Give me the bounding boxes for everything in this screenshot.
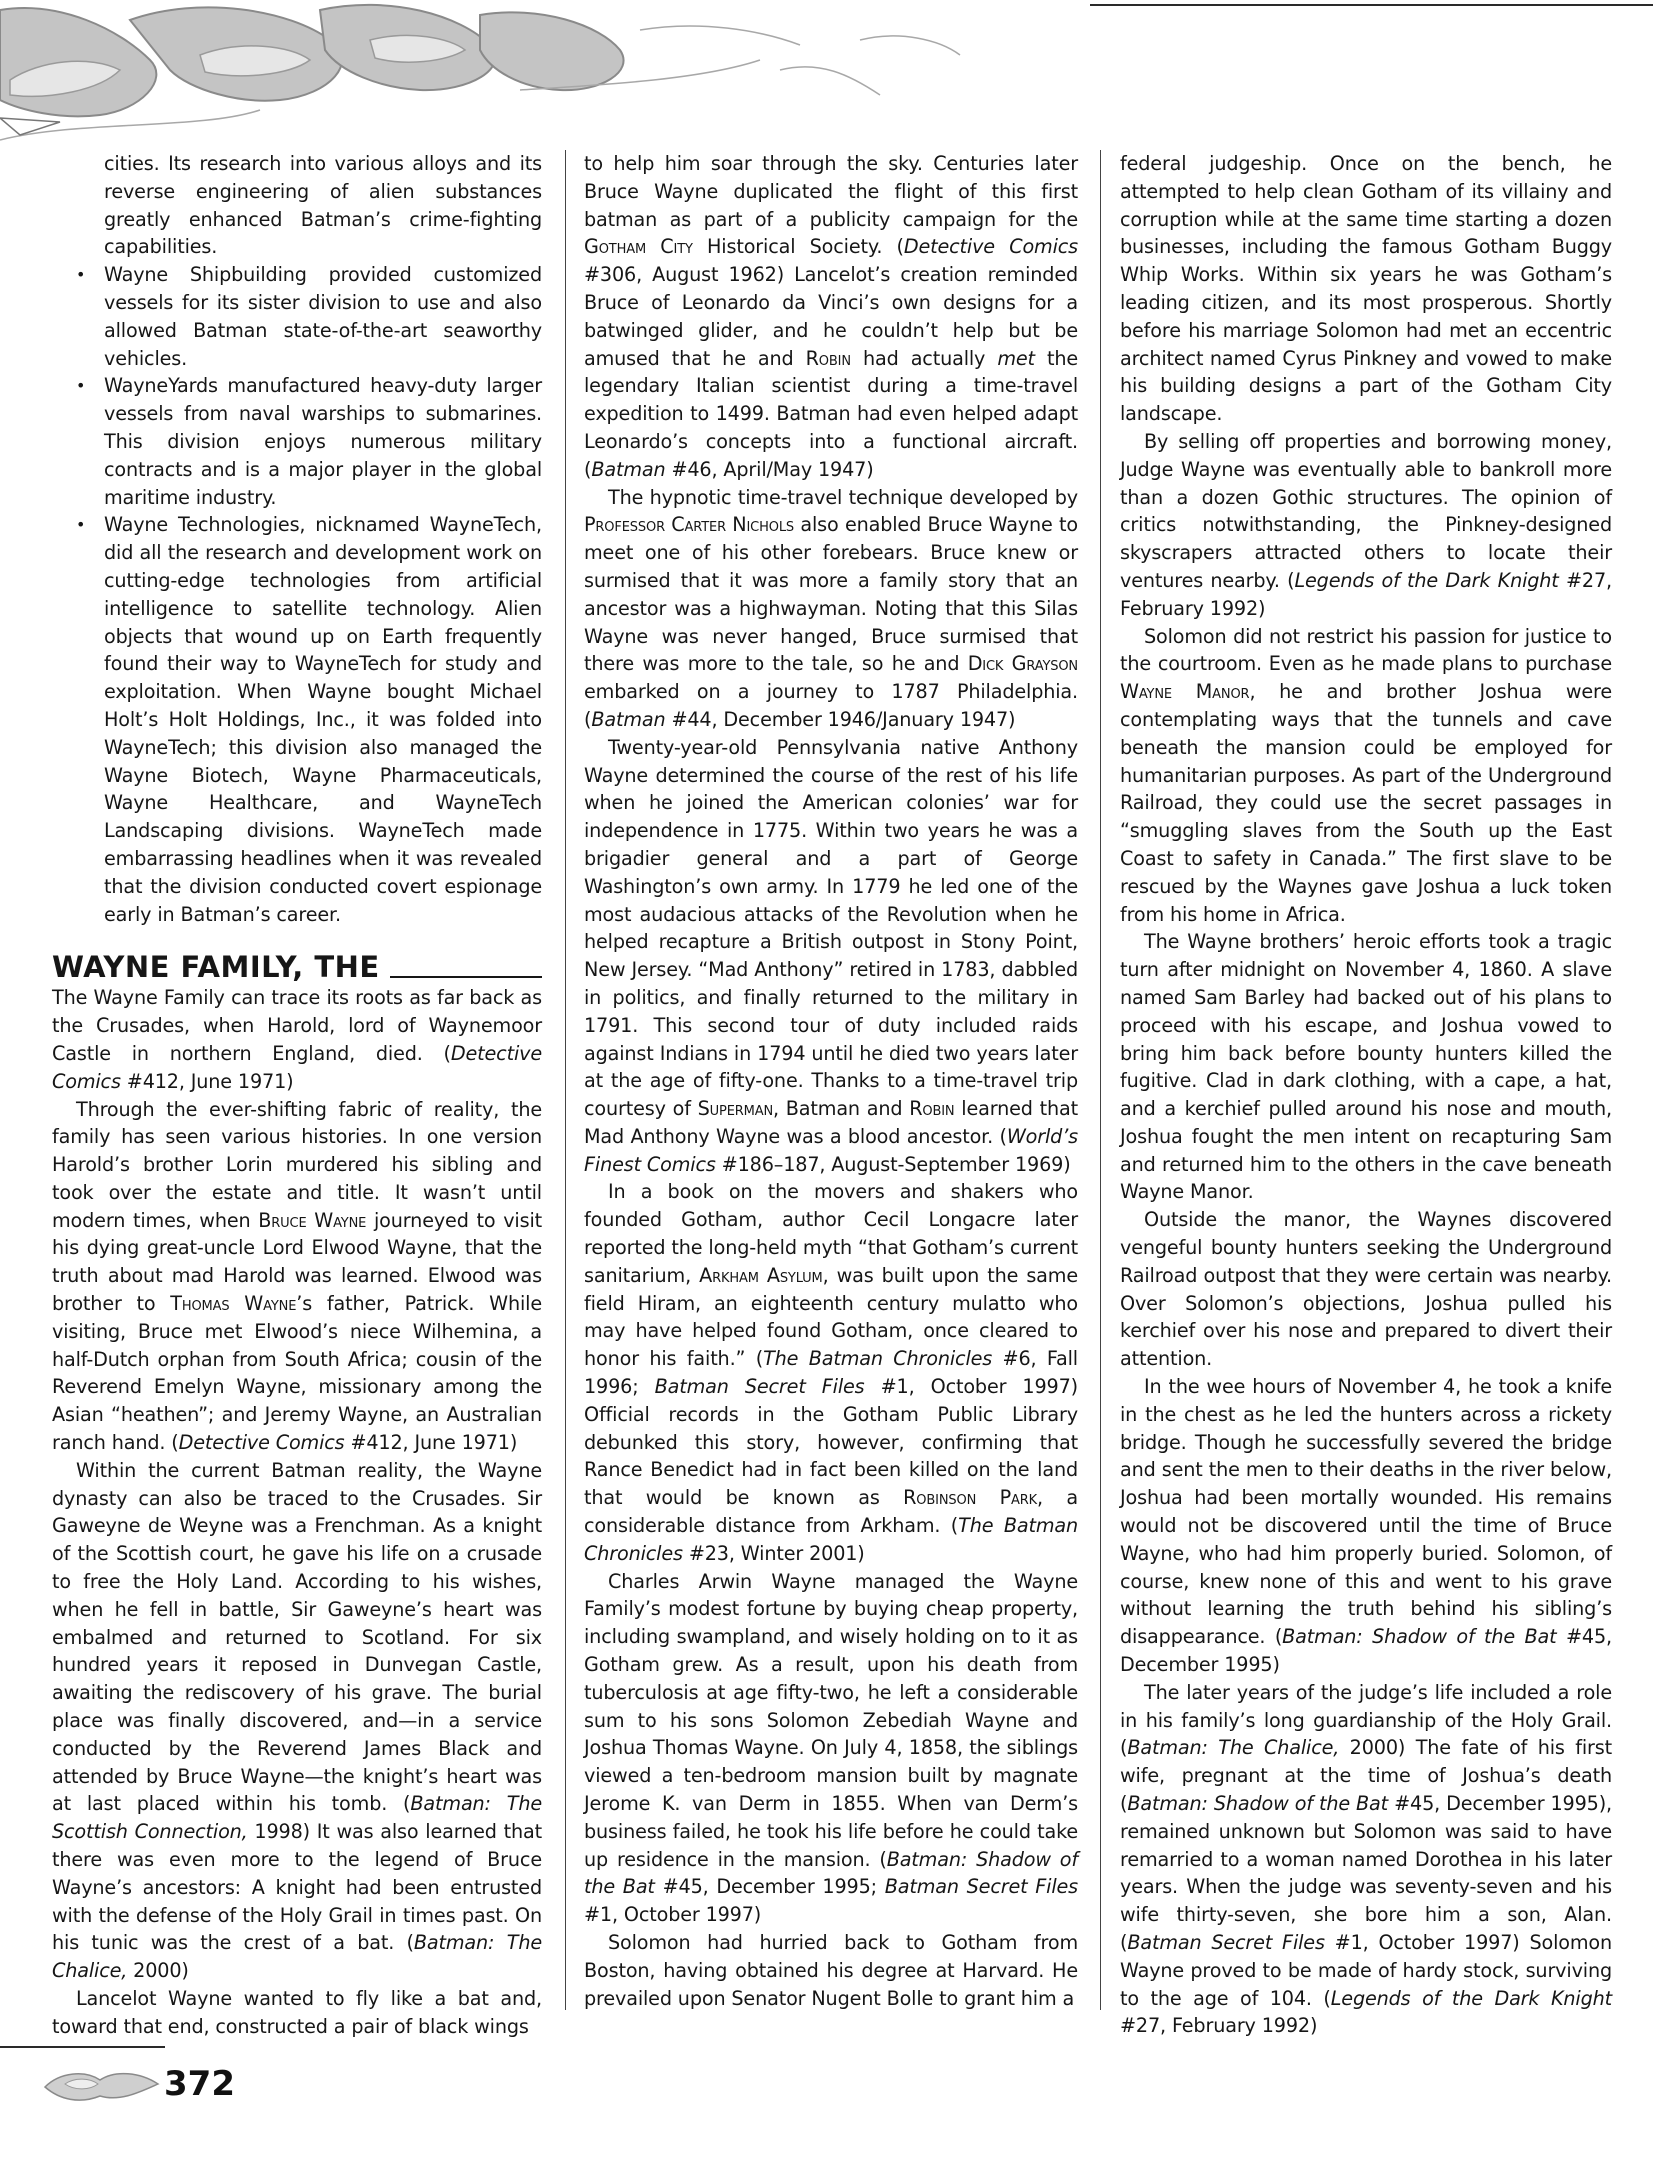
paragraph: federal judgeship. Once on the bench, he attempted to help clean Gotham of its villainy and corruption while at the same time starting a dozen businesses, including the famous Gotham Buggy Whip Works. Within six years he was Gotham’s leading citizen, and its most prosperous. Shortly before his marriage Solomon had met an eccentric architect named Cyrus Pinkney and vowed to make his building designs a part of the Gotham City landscape. <box>1120 152 1612 426</box>
citation-title: World’s Finest Comics <box>584 1124 1078 1176</box>
paragraph: Solomon did not restrict his passion for justice to the courtroom. Even as he made plans to purchase Wayne Manor, he and brother Joshua were contemplating ways that the tunnels and cave beneath the mansion could be employed for humanitarian purposes. As part of the Underground Railroad, they could use the secret passages in “smuggling slaves from the South up the East Coast to safety in Canada.” The first slave to be rescued by the Waynes gave Joshua a luck token from his home in Africa. <box>1120 624 1613 926</box>
paragraph: The hypnotic time-travel technique developed by Professor Carter Nichols also enabled Bruce Wayne to meet one of his other forebears. Bruce knew or surmised that it was more a family story that an ancestor was a highwayman. Noting that this Silas Wayne was never hanged, Bruce surmised that there was more to the tale, so he and Dick Grayson embarked on a journey to 1787 Philadelphia. (Batman #44, December 1946/January 1947) <box>584 485 1078 731</box>
citation-title: The Batman Chronicles <box>763 1347 993 1371</box>
citation-title: Detective Comics <box>903 235 1079 259</box>
section-heading <box>52 950 542 984</box>
column-3 <box>1120 150 1612 2040</box>
list-item <box>52 372 542 511</box>
list-item-text: WayneYards manufactured heavy-duty larger vessels from naval warships to submarines. This division enjoys numerous military contracts and is a major player in the global maritime industry. <box>104 374 542 509</box>
cross-reference: Arkham Asylum <box>699 1263 823 1287</box>
cross-reference: Superman <box>697 1097 774 1121</box>
cross-reference: Robin <box>909 1097 955 1121</box>
cross-reference: Robinson Park <box>903 1486 1038 1510</box>
citation-title: Detective Comics <box>178 1431 345 1455</box>
column-1 <box>52 150 542 2041</box>
paragraph: In a book on the movers and shakers who founded Gotham, author Cecil Longacre later reported the long-held myth “that Gotham’s current sanitarium, Arkham Asylum, was built upon the same field Hiram, an eighteenth century mulatto who may have helped found Gotham, once cleared to honor his faith.” (The Batman Chronicles #6, Fall 1996; Batman Secret Files #1, October 1997) Official records in the Gotham Public Library debunked this story, however, confirming that Rance Benedict had in fact been killed on the land that would be known as Robinson Park, a considerable distance from Arkham. (The Batman Chronicles #23, Winter 2001) <box>584 1180 1078 1565</box>
paragraph: Solomon had hurried back to Gotham from Boston, having obtained his degree at Harvard. He prevailed upon Senator Nugent Bolle to grant him a <box>584 1931 1078 2010</box>
paragraph: Through the ever-shifting fabric of reality, the family has seen various histories. In one version Harold’s brother Lorin murdered his sibling and took over the estate and title. It wasn’t until modern times, when Bruce Wayne journeyed to visit his dying great-uncle Lord Elwood Wayne, that the truth about mad Harold was learned. Elwood was brother to Thomas Wayne’s father, Patrick. While visiting, Bruce met Elwood’s niece Wilhemina, a half-Dutch orphan from South Africa; cousin of the Reverend Emelyn Wayne, missionary among the Asian “heathen”; and Jeremy Wayne, an Australian ranch hand. (Detective Comics #412, June 1971) <box>52 1097 543 1455</box>
cross-reference: Wayne Manor <box>1120 680 1250 704</box>
column-divider <box>565 150 566 2010</box>
citation-title: Batman: Shadow of the Bat <box>1282 1625 1557 1649</box>
paragraph: In the wee hours of November 4, he took a knife in the chest as he led the hunters across a rickety bridge. Though he successfully severed the bridge and sent the men to their deaths in the river below, Joshua had been mortally wounded. His remains would not be discovered until the time of Bruce Wayne, who had him properly buried. Solomon, of course, knew none of this and went to his grave without learning the truth behind his sibling’s disappearance. (Batman: Shadow of the Bat #45, December 1995) <box>1120 1375 1612 1677</box>
paragraph: Lancelot Wayne wanted to fly like a bat and, toward that end, constructed a pair of black wings <box>52 1987 542 2038</box>
column-divider <box>1100 150 1101 2010</box>
citation-title: The Batman Chronicles <box>584 1514 1078 1565</box>
citation-title: Batman: The Chalice, <box>1127 1736 1340 1760</box>
header-ornament-graphic <box>0 0 1120 150</box>
list-item <box>52 511 542 928</box>
paragraph: The Wayne Family can trace its roots as far back as the Crusades, when Harold, lord of Waynemoor Castle in northern England, died. (Detective Comics #412, June 1971) <box>52 986 542 1093</box>
section-heading-text: WAYNE FAMILY, THE <box>52 950 380 985</box>
citation-title: Batman: Shadow of the Bat <box>1127 1792 1389 1816</box>
paragraph: Within the current Batman reality, the Wayne dynasty can also be traced to the Crusades. Sir Gaweyne de Weyne was a Frenchman. As a knight of the Scottish court, he gave his life on a crusade to free the Holy Land. According to his wishes, when he fell in battle, Sir Gaweyne’s heart was embalmed and returned to Scotland. For six hundred years it reposed in Dunvegan Castle, awaiting the rediscovery of his grave. The burial place was finally discovered, and—in a service conducted by the Reverend James Black and attended by Bruce Wayne—the knight’s heart was at last placed within his tomb. (Batman: The Scottish Connection, 1998) It was also learned that there was even more to the legend of Bruce Wayne’s ancestors: A knight had been entrusted with the defense of the Holy Grail in times past. On his tunic was the crest of a bat. (Batman: The Chalice, 2000) <box>52 1458 543 1983</box>
citation-title: Legends of the Dark Knight <box>1294 568 1559 592</box>
citation-title: Batman Secret Files <box>1127 1931 1325 1954</box>
footer-ornament-graphic <box>40 2062 160 2112</box>
citation-title: Batman: The Scottish Connection, <box>52 1792 543 1844</box>
list-item-text: Wayne Technologies, nicknamed WayneTech, did all the research and development work on cutting-edge technologies from artificial intelligence to satellite technology. Alien objects that wound up on Earth frequently found their way to WayneTech for study and exploitation. When Wayne bought Michael Holt’s Holt Holdings, Inc., it was folded into WayneTech; this division also managed the Wayne Biotech, Wayne Pharmaceuticals, Wayne Healthcare, and WayneTech Landscaping divisions. WayneTech made embarrassing headlines when it was revealed that the division conducted covert espionage early in Batman’s career. <box>104 513 542 926</box>
cross-reference: Professor Carter Nichols <box>584 513 795 537</box>
wayne-divisions-list <box>52 150 542 928</box>
citation-title: Batman Secret Files <box>654 1375 865 1399</box>
header-rule <box>1090 4 1653 6</box>
paragraph: Outside the manor, the Waynes discovered vengeful bounty hunters seeking the Underground Railroad outpost that they were certain was nearby. Over Solomon’s objections, Joshua pulled his kerchief over his nose and prepared to divert their attention. <box>1120 1208 1612 1371</box>
footer-rule <box>0 2046 165 2048</box>
column-2 <box>584 150 1078 2012</box>
cross-reference: Bruce Wayne <box>258 1208 367 1232</box>
list-item-text: Wayne Shipbuilding provided customized vessels for its sister division to use and also allowed Batman state-of-the-art seaworthy vehicles. <box>104 263 542 370</box>
paragraph: By selling off properties and borrowing money, Judge Wayne was eventually able to bankroll more than a dozen Gothic structures. The opinion of critics notwithstanding, the Pinkney-designed skyscrapers attracted others to locate their ventures nearby. (Legends of the Dark Knight #27, February 1992) <box>1120 429 1612 620</box>
citation-title: Legends of the Dark Knight <box>1330 1986 1612 2010</box>
paragraph: to help him soar through the sky. Centuries later Bruce Wayne duplicated the flight of this first batman as part of a publicity campaign for the Gotham City Historical Society. (Detective Comics #306, August 1962) Lancelot’s creation reminded Bruce of Leonardo da Vinci’s own designs for a batwinged glider, and he couldn’t help but be amused that he and Robin had actually met the legendary Italian scientist during a time-travel expedition to 1499. Batman had even helped adapt Leonardo’s concepts into a functional aircraft. (Batman #46, April/May 1947) <box>584 152 1079 481</box>
citation-title: Batman <box>591 707 666 731</box>
list-item-text: cities. Its research into various alloys and its reverse engineering of alien substances greatly enhanced Batman’s crime-fighting capabilities. <box>104 152 542 259</box>
citation-title: Batman: The Chalice, <box>52 1931 542 1983</box>
citation-title: Batman Secret Files <box>884 1875 1079 1899</box>
heading-rule <box>390 976 542 978</box>
emphasis: met <box>997 346 1035 370</box>
cross-reference: Dick Grayson <box>967 652 1078 676</box>
paragraph: Twenty-year-old Pennsylvania native Anthony Wayne determined the course of the rest of his life when he joined the American colonies’ war for independence in 1775. Within two years he was a brigadier general and a part of George Washington’s own army. In 1779 he led one of the most audacious attacks of the Revolution when he helped recapture a British outpost in Stony Point, New Jersey. “Mad Anthony” retired in 1783, dabbled in politics, and finally returned to the military in 1791. This second tour of duty included raids against Indians in 1794 until he died two years later at the age of fifty-one. Thanks to a time-travel trip courtesy of Superman, Batman and Robin learned that Mad Anthony Wayne was a blood ancestor. (World’s Finest Comics #186–187, August-September 1969) <box>584 735 1078 1176</box>
citation-title: Detective Comics <box>52 1041 542 1093</box>
cross-reference: Thomas Wayne <box>170 1292 297 1316</box>
citation-title: Batman <box>591 457 666 481</box>
paragraph: The later years of the judge’s life included a role in his family’s long guardianship of the Holy Grail. (Batman: The Chalice, 2000) The fate of his first wife, pregnant at the time of Joshua’s death (Batman: Shadow of the Bat #45, December 1995), remained unknown but Solomon was said to have remarried to a woman named Dorothea in his later years. When the judge was seventy-seven and his wife thirty-seven, she bore him a son, Alan. (Batman Secret Files #1, October 1997) Solomon Wayne proved to be made of hardy stock, surviving to the age of 104. (Legends of the Dark Knight #27, February 1992) <box>1120 1680 1612 2038</box>
list-item <box>52 150 542 261</box>
list-item <box>52 261 542 372</box>
cross-reference: Gotham City <box>584 235 693 259</box>
page-number: 372 <box>164 2064 235 2104</box>
citation-title: Batman: Shadow of the Bat <box>584 1847 1078 1899</box>
paragraph: Charles Arwin Wayne managed the Wayne Family’s modest fortune by buying cheap property, including swampland, and wisely holding on to it as Gotham grew. As a result, upon his death from tuberculosis at age fifty-two, he left a considerable sum to his sons Solomon Zebediah Wayne and Joshua Thomas Wayne. On July 4, 1858, the siblings viewed a ten-bedroom mansion built by magnate Jerome K. van Derm in 1855. When van Derm’s business failed, he took his life before he could take up residence in the mansion. (Batman: Shadow of the Bat #45, December 1995; Batman Secret Files #1, October 1997) <box>584 1569 1079 1927</box>
cross-reference: Robin <box>805 346 851 370</box>
paragraph: The Wayne brothers’ heroic efforts took a tragic turn after midnight on November 4, 1860. A slave named Sam Barley had backed out of his plans to proceed with his escape, and Joshua vowed to bring him back before bounty hunters killed the fugitive. Clad in dark clothing, with a cape, a hat, and a kerchief pulled around his nose and mouth, Joshua fought the men intent on recapturing Sam and returned him to the others in the cave beneath Wayne Manor. <box>1120 930 1612 1204</box>
